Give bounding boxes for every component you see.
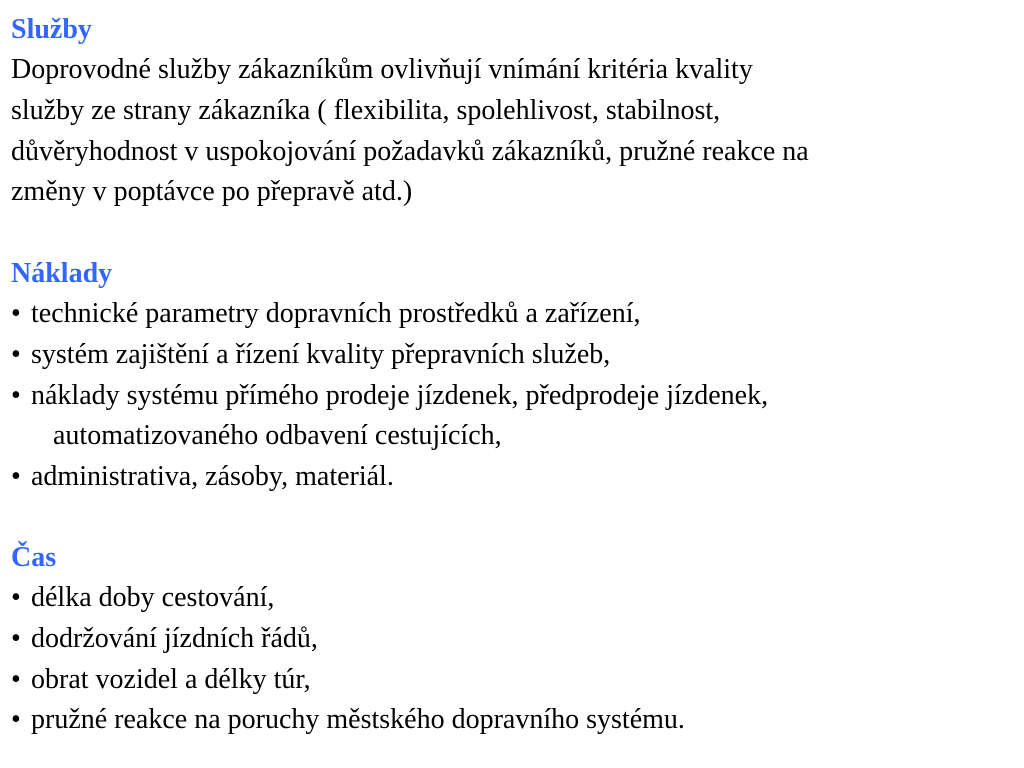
list-item — [11, 578, 1011, 619]
sluzby-line-4: změny v poptávce po přepravě atd.) — [11, 176, 413, 208]
list-item-text: dodržování jízdních řádů, — [31, 622, 318, 654]
heading-cas: Čas — [11, 542, 57, 573]
bullet-icon: • — [11, 461, 21, 493]
sluzby-line-3: důvěryhodnost v uspokojování požadavků zákazníků, pružné reakce na — [11, 135, 809, 167]
bullet-icon: • — [11, 338, 21, 370]
list-item — [11, 376, 1011, 417]
list-item-continuation: automatizovaného odbavení cestujících, — [53, 420, 502, 452]
heading-naklady: Náklady — [11, 258, 113, 289]
list-item — [11, 294, 1011, 335]
section-sluzby — [11, 10, 1011, 213]
sluzby-line-2: služby ze strany zákazníka ( flexibilita, spolehlivost, stabilnost, — [11, 94, 721, 126]
sluzby-line-1: Doprovodné služby zákazníkům ovlivňují vnímání kritéria kvality — [11, 54, 753, 85]
list-item-text: obrat vozidel a délky túr, — [31, 663, 311, 695]
list-item — [11, 660, 1011, 701]
list-item — [11, 457, 1011, 498]
list-item-text: náklady systému přímého prodeje jízdenek, předprodeje jízdenek, — [31, 379, 769, 411]
bullet-icon: • — [11, 298, 21, 329]
list-item-text: délka doby cestování, — [31, 582, 275, 613]
list-item-text: technické parametry dopravních prostředků a zařízení, — [31, 298, 641, 329]
list-item — [11, 619, 1011, 660]
section-cas — [11, 538, 1011, 741]
section-naklady — [11, 254, 1011, 498]
bullet-icon: • — [11, 704, 21, 736]
bullet-icon: • — [11, 622, 21, 654]
list-item — [11, 700, 1011, 741]
list-item — [11, 335, 1011, 376]
list-item-text: systém zajištění a řízení kvality přepravních služeb, — [31, 338, 611, 370]
bullet-icon: • — [11, 663, 21, 695]
list-item-text: pružné reakce na poruchy městského dopravního systému. — [31, 704, 685, 736]
list-item-text: administrativa, zásoby, materiál. — [31, 461, 394, 493]
bullet-icon: • — [11, 582, 21, 613]
bullet-icon: • — [11, 379, 21, 411]
heading-sluzby: Služby — [11, 14, 92, 45]
